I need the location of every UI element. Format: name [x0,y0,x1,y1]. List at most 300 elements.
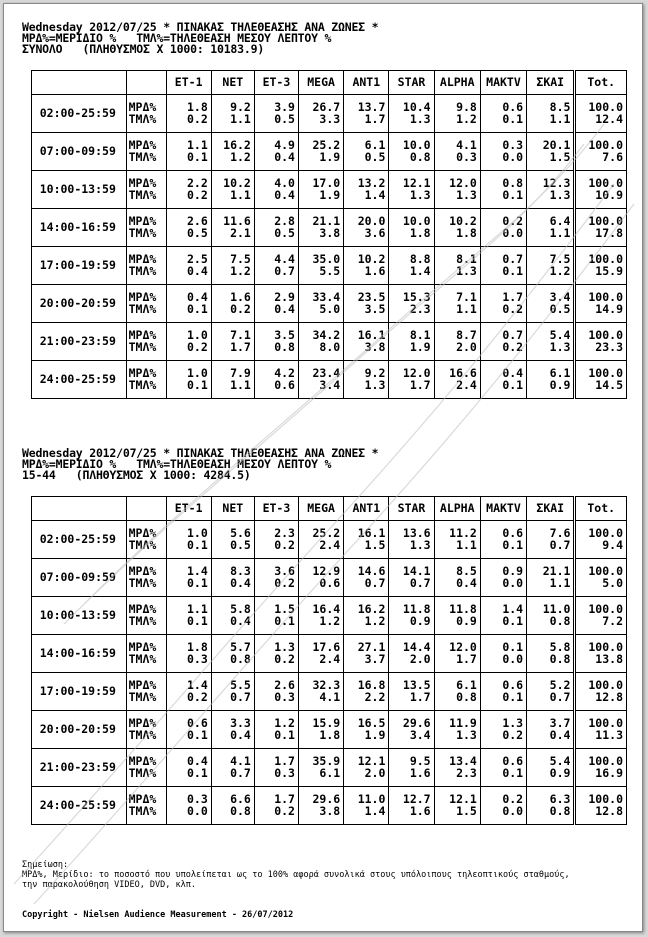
rating-value: 0.2 [502,339,524,354]
rating-value: 0.2 [186,187,208,202]
rating-value: 0.7 [549,689,571,704]
rating-label: ΤΜΛ% [128,727,157,742]
rating-value: 0.8 [274,339,295,354]
rating-value: 0.1 [186,727,208,742]
value-cell [211,711,254,749]
share-value: 12.7 [402,791,431,806]
share-value: 100.0 [588,753,623,768]
share-value: 3.4 [549,289,571,304]
value-cell [254,209,298,247]
value-cell [389,597,434,635]
share-value: 4.1 [230,753,251,768]
rating-label: ΤΜΛ% [128,651,157,666]
share-value: 9.2 [364,365,386,380]
value-cell [166,95,211,133]
rating-value: 1.3 [456,263,477,278]
value-cell [254,133,298,171]
table-row [32,711,627,749]
rating-value: 1.5 [456,803,477,818]
rating-value: 5.5 [319,263,341,278]
value-cell [166,285,211,323]
rating-value: 3.7 [364,651,386,666]
share-value: 8.3 [230,563,251,578]
share-value: 12.0 [449,639,477,654]
value-cell [298,559,343,597]
share-value: 10.2 [449,213,477,228]
share-value: 12.1 [449,791,477,806]
rating-value: 1.8 [456,225,477,240]
rating-value: 1.3 [549,339,571,354]
share-value: 1.4 [502,601,524,616]
rating-value: 0.1 [186,301,208,316]
share-value: 1.0 [186,365,208,380]
rating-value: 11.3 [595,727,623,742]
share-value: 10.0 [402,137,431,152]
rating-value: 1.3 [549,187,571,202]
share-value: 10.0 [402,213,431,228]
share-value: 6.1 [364,137,386,152]
share-value: 5.5 [230,677,251,692]
value-cell [480,559,526,597]
share-value: 33.4 [312,289,341,304]
rating-label: ΤΜΛ% [128,765,157,780]
share-value: 11.6 [223,213,251,228]
rating-value: 0.5 [186,225,208,240]
share-value: 12.3 [542,175,571,190]
value-cell [211,285,254,323]
rating-value: 0.2 [186,689,208,704]
value-cell [527,171,575,209]
value-cell [298,361,343,399]
value-cell [480,133,526,171]
value-cell [575,787,627,825]
value-cell [389,247,434,285]
share-label: ΜΡΔ% [128,715,157,730]
report-header-15-44 [22,448,378,481]
column-header: ALPHA [434,71,480,95]
share-value: 16.6 [449,365,477,380]
share-value: 5.8 [549,639,571,654]
share-value: 1.4 [186,677,208,692]
rating-label: ΤΜΛ% [128,613,157,628]
share-value: 2.5 [186,251,208,266]
value-cell [480,171,526,209]
metric-labels [126,323,166,361]
share-value: 100.0 [588,639,623,654]
share-value: 11.2 [449,525,477,540]
table-row [32,597,627,635]
time-slot: 10:00-13:59 [32,597,127,635]
rating-value: 0.4 [456,575,477,590]
share-value: 100.0 [588,677,623,692]
share-value: 8.5 [549,99,571,114]
header-population: 15-44 (ΠΛΗΘΥΣΜΟΣ Χ 1000: 4284.5) [22,468,251,482]
value-cell [527,787,575,825]
rating-value: 17.8 [595,225,623,240]
table-row [32,323,627,361]
value-cell [480,95,526,133]
share-value: 8.1 [409,327,431,342]
time-slot: 07:00-09:59 [32,133,127,171]
share-value: 4.0 [274,175,295,190]
rating-value: 1.1 [456,301,477,316]
share-value: 34.2 [312,327,341,342]
share-value: 12.0 [449,175,477,190]
share-value: 5.6 [230,525,251,540]
rating-value: 3.3 [319,111,341,126]
share-value: 5.4 [549,753,571,768]
rating-label: ΤΜΛ% [128,377,157,392]
share-value: 3.9 [274,99,295,114]
share-value: 100.0 [588,137,623,152]
rating-value: 1.9 [409,339,431,354]
table-row [32,285,627,323]
rating-label: ΤΜΛ% [128,301,157,316]
share-value: 16.4 [312,601,341,616]
value-cell [298,787,343,825]
value-cell [527,711,575,749]
share-value: 1.0 [186,525,208,540]
time-slot: 21:00-23:59 [32,323,127,361]
rating-value: 6.1 [319,765,341,780]
value-cell [575,635,627,673]
rating-value: 0.2 [502,727,524,742]
rating-value: 1.2 [549,263,571,278]
rating-value: 1.3 [409,187,431,202]
value-cell [434,559,480,597]
share-value: 8.7 [456,327,477,342]
value-cell [254,247,298,285]
rating-value: 12.4 [595,111,623,126]
value-cell [298,209,343,247]
value-cell [575,95,627,133]
rating-value: 1.5 [549,149,571,164]
value-cell [344,673,389,711]
value-cell [389,673,434,711]
ratings-table-total [31,70,627,399]
value-cell [434,787,480,825]
rating-value: 0.2 [230,301,251,316]
value-cell [480,361,526,399]
rating-value: 0.1 [502,111,524,126]
share-value: 100.0 [588,791,623,806]
share-value: 100.0 [588,251,623,266]
metric-labels [126,171,166,209]
rating-value: 0.8 [230,803,251,818]
share-value: 35.0 [312,251,341,266]
value-cell [166,323,211,361]
value-cell [211,521,254,559]
rating-value: 5.0 [602,575,623,590]
empty-header-cell [126,497,166,521]
share-value: 10.4 [402,99,431,114]
share-value: 100.0 [588,525,623,540]
rating-value: 1.9 [364,727,386,742]
value-cell [344,247,389,285]
share-value: 100.0 [588,327,623,342]
value-cell [527,95,575,133]
rating-value: 0.1 [502,263,524,278]
value-cell [344,749,389,787]
rating-value: 1.8 [409,225,431,240]
rating-value: 1.4 [409,263,431,278]
share-value: 27.1 [357,639,386,654]
value-cell [344,711,389,749]
metric-labels [126,787,166,825]
share-value: 25.2 [312,137,341,152]
rating-value: 9.4 [602,537,623,552]
share-value: 1.6 [230,289,251,304]
rating-value: 0.0 [502,651,524,666]
metric-labels [126,95,166,133]
column-header: MAKTV [480,71,526,95]
rating-value: 3.4 [319,377,341,392]
share-value: 9.5 [409,753,431,768]
value-cell [344,635,389,673]
time-slot: 20:00-20:59 [32,711,127,749]
note-line: την παρακολούθηση VIDEO, DVD, κλπ. [22,880,196,890]
rating-value: 1.7 [456,651,477,666]
share-value: 100.0 [588,175,623,190]
value-cell [480,247,526,285]
share-value: 0.9 [502,563,524,578]
rating-value: 0.7 [409,575,431,590]
rating-value: 0.3 [456,149,477,164]
rating-value: 0.2 [186,339,208,354]
share-label: ΜΡΔ% [128,639,157,654]
value-cell [166,171,211,209]
column-header: STAR [389,497,434,521]
rating-label: ΤΜΛ% [128,111,157,126]
value-cell [527,133,575,171]
rating-label: ΤΜΛ% [128,575,157,590]
rating-value: 1.4 [364,187,386,202]
share-value: 0.3 [186,791,208,806]
share-value: 0.4 [502,365,524,380]
metric-labels [126,209,166,247]
value-cell [211,635,254,673]
rating-value: 2.2 [364,689,386,704]
rating-value: 0.4 [230,575,251,590]
share-value: 14.6 [357,563,386,578]
rating-label: ΤΜΛ% [128,339,157,354]
value-cell [298,597,343,635]
share-value: 9.8 [456,99,477,114]
rating-value: 0.1 [186,765,208,780]
value-cell [344,361,389,399]
note-title: Σημείωση: [22,860,69,870]
share-value: 16.8 [357,677,386,692]
time-slot: 21:00-23:59 [32,749,127,787]
value-cell [254,521,298,559]
rating-value: 0.1 [502,689,524,704]
value-cell [166,673,211,711]
rating-value: 2.4 [319,537,341,552]
share-value: 21.1 [312,213,341,228]
rating-value: 0.1 [274,613,295,628]
rating-value: 1.1 [230,377,251,392]
share-value: 0.7 [502,327,524,342]
share-value: 7.1 [456,289,477,304]
share-value: 4.9 [274,137,295,152]
value-cell [389,559,434,597]
value-cell [298,95,343,133]
rating-value: 0.9 [456,613,477,628]
rating-value: 1.4 [364,803,386,818]
value-cell [480,285,526,323]
rating-value: 0.1 [502,537,524,552]
rating-value: 0.8 [549,651,571,666]
column-header: STAR [389,71,434,95]
value-cell [166,787,211,825]
share-value: 0.4 [186,753,208,768]
value-cell [298,247,343,285]
rating-value: 0.5 [364,149,386,164]
share-value: 8.1 [456,251,477,266]
share-value: 0.2 [502,213,524,228]
metric-labels [126,749,166,787]
table-row [32,247,627,285]
share-value: 7.1 [230,327,251,342]
share-value: 0.6 [502,677,524,692]
share-value: 4.4 [274,251,295,266]
time-slot: 10:00-13:59 [32,171,127,209]
rating-value: 0.5 [274,225,295,240]
share-value: 11.0 [542,601,571,616]
share-value: 6.1 [549,365,571,380]
share-label: ΜΡΔ% [128,251,157,266]
value-cell [344,559,389,597]
table-row [32,361,627,399]
rating-value: 0.7 [230,689,251,704]
value-cell [389,521,434,559]
rating-value: 0.6 [319,575,341,590]
share-value: 7.5 [549,251,571,266]
share-value: 13.6 [402,525,431,540]
rating-value: 2.1 [230,225,251,240]
value-cell [527,361,575,399]
rating-value: 0.2 [274,803,295,818]
share-value: 5.2 [549,677,571,692]
share-value: 23.4 [312,365,341,380]
share-value: 3.3 [230,715,251,730]
value-cell [254,285,298,323]
share-value: 1.7 [502,289,524,304]
rating-value: 12.8 [595,689,623,704]
share-value: 16.2 [357,601,386,616]
share-value: 1.0 [186,327,208,342]
metric-labels [126,711,166,749]
value-cell [254,559,298,597]
value-cell [166,209,211,247]
value-cell [527,521,575,559]
empty-header-cell [32,71,127,95]
share-value: 4.1 [456,137,477,152]
value-cell [527,749,575,787]
value-cell [211,559,254,597]
value-cell [298,323,343,361]
rating-value: 0.7 [364,575,386,590]
value-cell [166,749,211,787]
share-value: 0.3 [502,137,524,152]
rating-value: 3.8 [319,225,341,240]
rating-value: 0.1 [186,537,208,552]
header-title: Wednesday 2012/07/25 * ΠΙΝΑΚΑΣ ΤΗΛΕΘΕΑΣΗΣ ΑΝΑ ΖΩΝΕΣ * [22,446,379,460]
share-value: 1.7 [274,791,295,806]
value-cell [211,95,254,133]
share-value: 100.0 [588,365,623,380]
rating-value: 0.2 [274,537,295,552]
rating-value: 0.4 [230,727,251,742]
rating-value: 1.8 [319,727,341,742]
share-value: 100.0 [588,213,623,228]
time-slot: 17:00-19:59 [32,673,127,711]
share-value: 6.3 [549,791,571,806]
share-value: 15.3 [402,289,431,304]
rating-value: 14.9 [595,301,623,316]
rating-value: 0.4 [274,149,295,164]
share-label: ΜΡΔ% [128,753,157,768]
rating-value: 3.5 [364,301,386,316]
share-value: 100.0 [588,601,623,616]
share-value: 0.1 [502,639,524,654]
share-value: 1.8 [186,99,208,114]
share-value: 16.1 [357,327,386,342]
rating-value: 0.4 [274,301,295,316]
rating-value: 7.6 [602,149,623,164]
value-cell [389,749,434,787]
value-cell [211,323,254,361]
value-cell [211,171,254,209]
share-value: 2.2 [186,175,208,190]
value-cell [298,711,343,749]
value-cell [575,361,627,399]
header-legend: ΜΡΔ%=ΜΕΡΙΔΙΟ % ΤΜΛ%=ΤΗΛΕΘΕΑΣΗ ΜΕΣΟΥ ΛΕΠΤΟΥ % [22,31,332,45]
value-cell [166,361,211,399]
value-cell [211,247,254,285]
share-label: ΜΡΔ% [128,677,157,692]
rating-value: 1.1 [230,111,251,126]
value-cell [434,673,480,711]
value-cell [344,171,389,209]
rating-value: 1.1 [549,225,571,240]
rating-value: 0.2 [502,301,524,316]
value-cell [575,247,627,285]
rating-value: 0.1 [274,727,295,742]
share-value: 0.6 [186,715,208,730]
rating-value: 0.1 [502,187,524,202]
value-cell [480,323,526,361]
share-value: 6.1 [456,677,477,692]
column-header: ALPHA [434,497,480,521]
column-header: ET-3 [254,497,298,521]
value-cell [389,635,434,673]
rating-value: 2.4 [456,377,477,392]
rating-value: 1.2 [230,263,251,278]
rating-label: ΤΜΛ% [128,149,157,164]
value-cell [575,673,627,711]
rating-value: 3.8 [319,803,341,818]
share-value: 100.0 [588,715,623,730]
value-cell [211,673,254,711]
rating-value: 1.1 [549,111,571,126]
value-cell [575,209,627,247]
value-cell [166,559,211,597]
rating-value: 0.0 [502,803,524,818]
share-value: 4.2 [274,365,295,380]
value-cell [575,323,627,361]
column-header: ΣΚΑΙ [527,71,575,95]
